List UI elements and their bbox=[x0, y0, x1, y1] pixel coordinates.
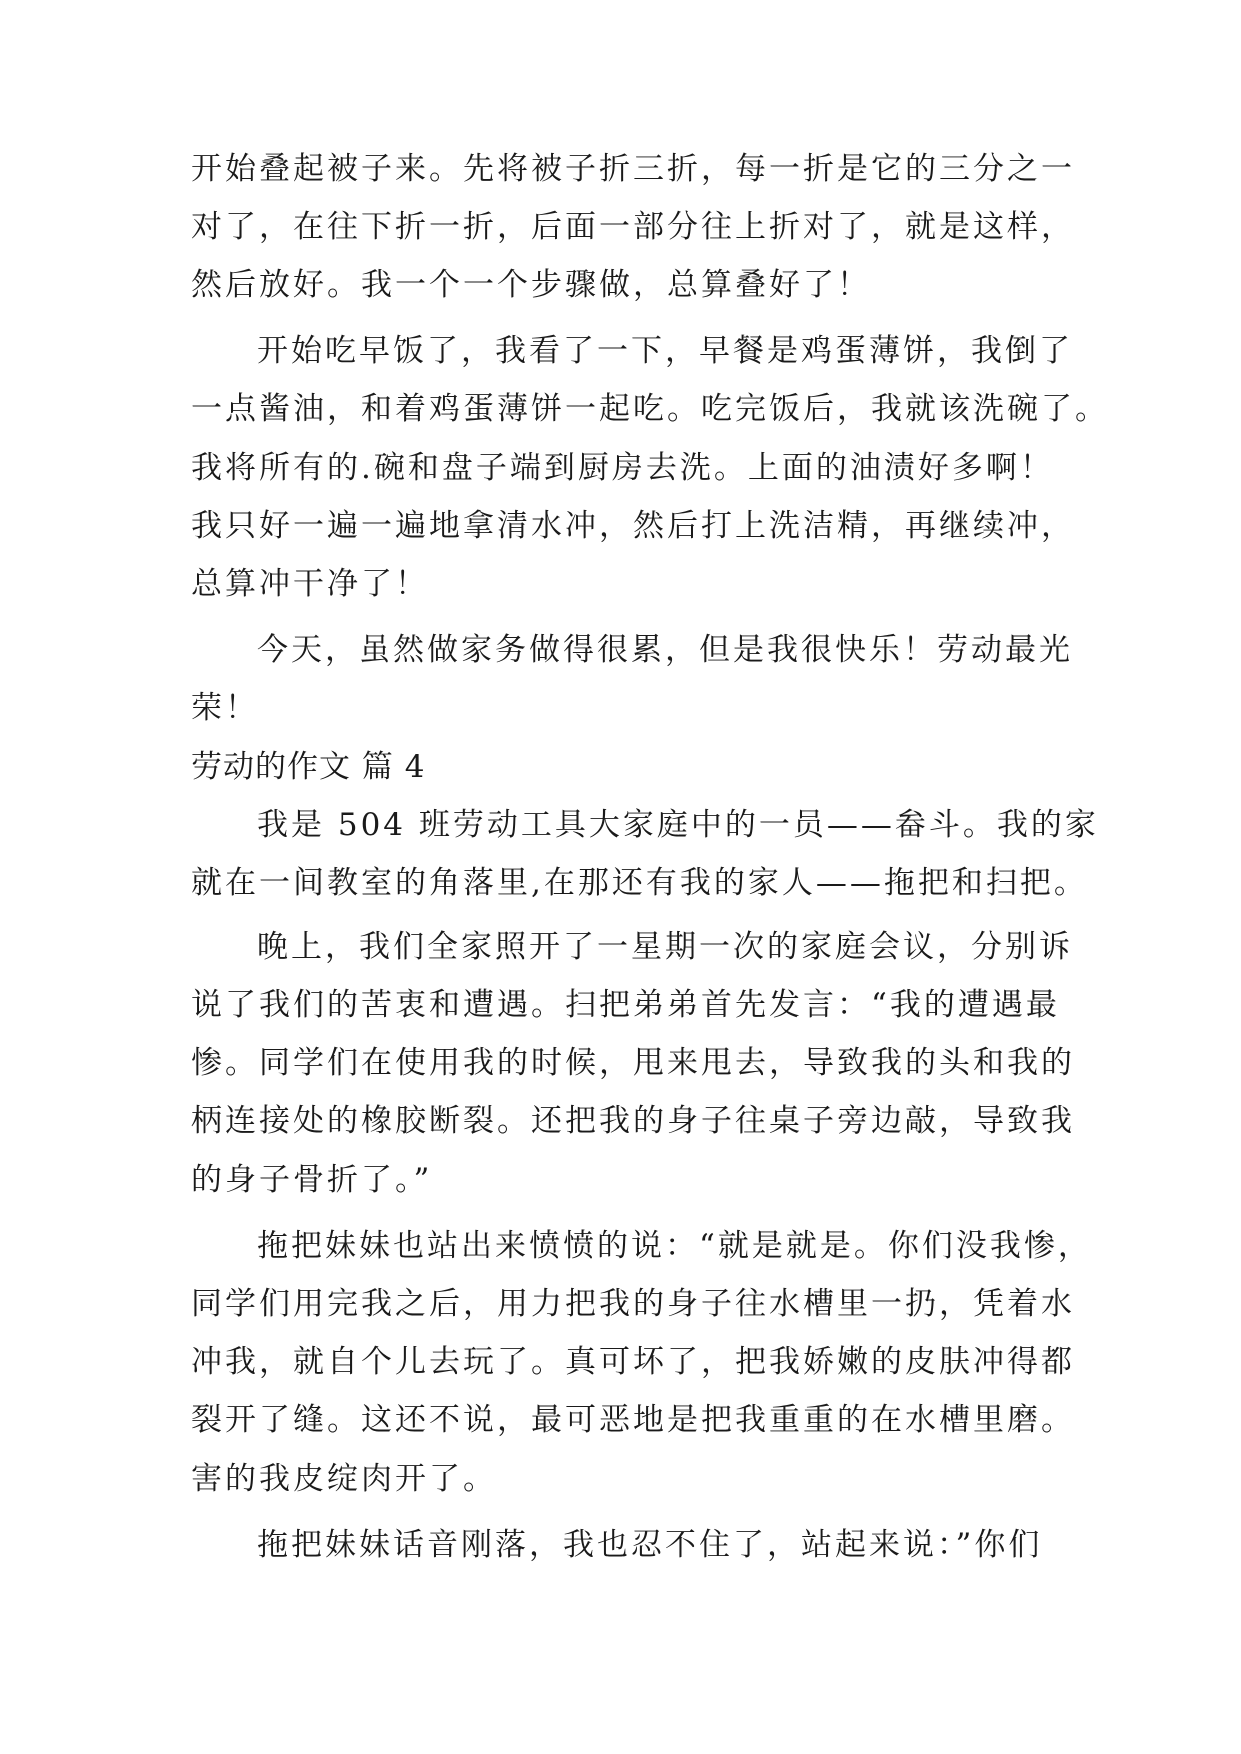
text-line: 冲我，就自个儿去玩了。真可坏了，把我娇嫩的皮肤冲得都 bbox=[191, 1344, 1075, 1380]
paragraph-first-line: 我是 504 班劳动工具大家庭中的一员——畚斗。我的家 bbox=[257, 807, 1099, 843]
text-line: 我将所有的.碗和盘子端到厨房去洗。上面的油渍好多啊！ bbox=[191, 450, 1054, 486]
text-line: 惨。同学们在使用我的时候，甩来甩去，导致我的头和我的 bbox=[191, 1045, 1075, 1081]
text-line: 的身子骨折了。” bbox=[191, 1162, 433, 1198]
paragraph-first-line: 今天，虽然做家务做得很累，但是我很快乐！劳动最光 bbox=[257, 632, 1073, 668]
section-heading: 劳动的作文 篇 4 bbox=[191, 749, 426, 785]
text-line: 说了我们的苦衷和遭遇。扫把弟弟首先发言：“我的遭遇最 bbox=[191, 987, 1060, 1023]
text-line: 一点酱油，和着鸡蛋薄饼一起吃。吃完饭后，我就该洗碗了。 bbox=[191, 391, 1109, 427]
text-line: 开始叠起被子来。先将被子折三折，每一折是它的三分之一 bbox=[191, 151, 1075, 187]
paragraph-first-line: 拖把妹妹也站出来愤愤的说：“就是就是。你们没我惨， bbox=[257, 1228, 1092, 1264]
text-line: 然后放好。我一个一个步骤做，总算叠好了！ bbox=[191, 267, 871, 303]
text-line: 对了，在往下折一折，后面一部分往上折对了，就是这样， bbox=[191, 209, 1075, 245]
text-line: 裂开了缝。这还不说，最可恶地是把我重重的在水槽里磨。 bbox=[191, 1402, 1075, 1438]
paragraph-first-line: 晚上，我们全家照开了一星期一次的家庭会议，分别诉 bbox=[257, 929, 1073, 965]
text-line: 荣！ bbox=[191, 690, 259, 726]
paragraph-first-line: 开始吃早饭了，我看了一下，早餐是鸡蛋薄饼，我倒了 bbox=[257, 333, 1073, 369]
text-line: 同学们用完我之后，用力把我的身子往水槽里一扔，凭着水 bbox=[191, 1286, 1075, 1322]
text-line: 我只好一遍一遍地拿清水冲，然后打上洗洁精，再继续冲， bbox=[191, 508, 1075, 544]
text-line: 就在一间教室的角落里,在那还有我的家人——拖把和扫把。 bbox=[191, 865, 1088, 901]
text-line: 柄连接处的橡胶断裂。还把我的身子往桌子旁边敲，导致我 bbox=[191, 1103, 1075, 1139]
text-line: 害的我皮绽肉开了。 bbox=[191, 1461, 497, 1497]
text-line: 总算冲干净了！ bbox=[191, 566, 429, 602]
paragraph-first-line: 拖把妹妹话音刚落，我也忍不住了，站起来说：”你们 bbox=[257, 1527, 1043, 1563]
